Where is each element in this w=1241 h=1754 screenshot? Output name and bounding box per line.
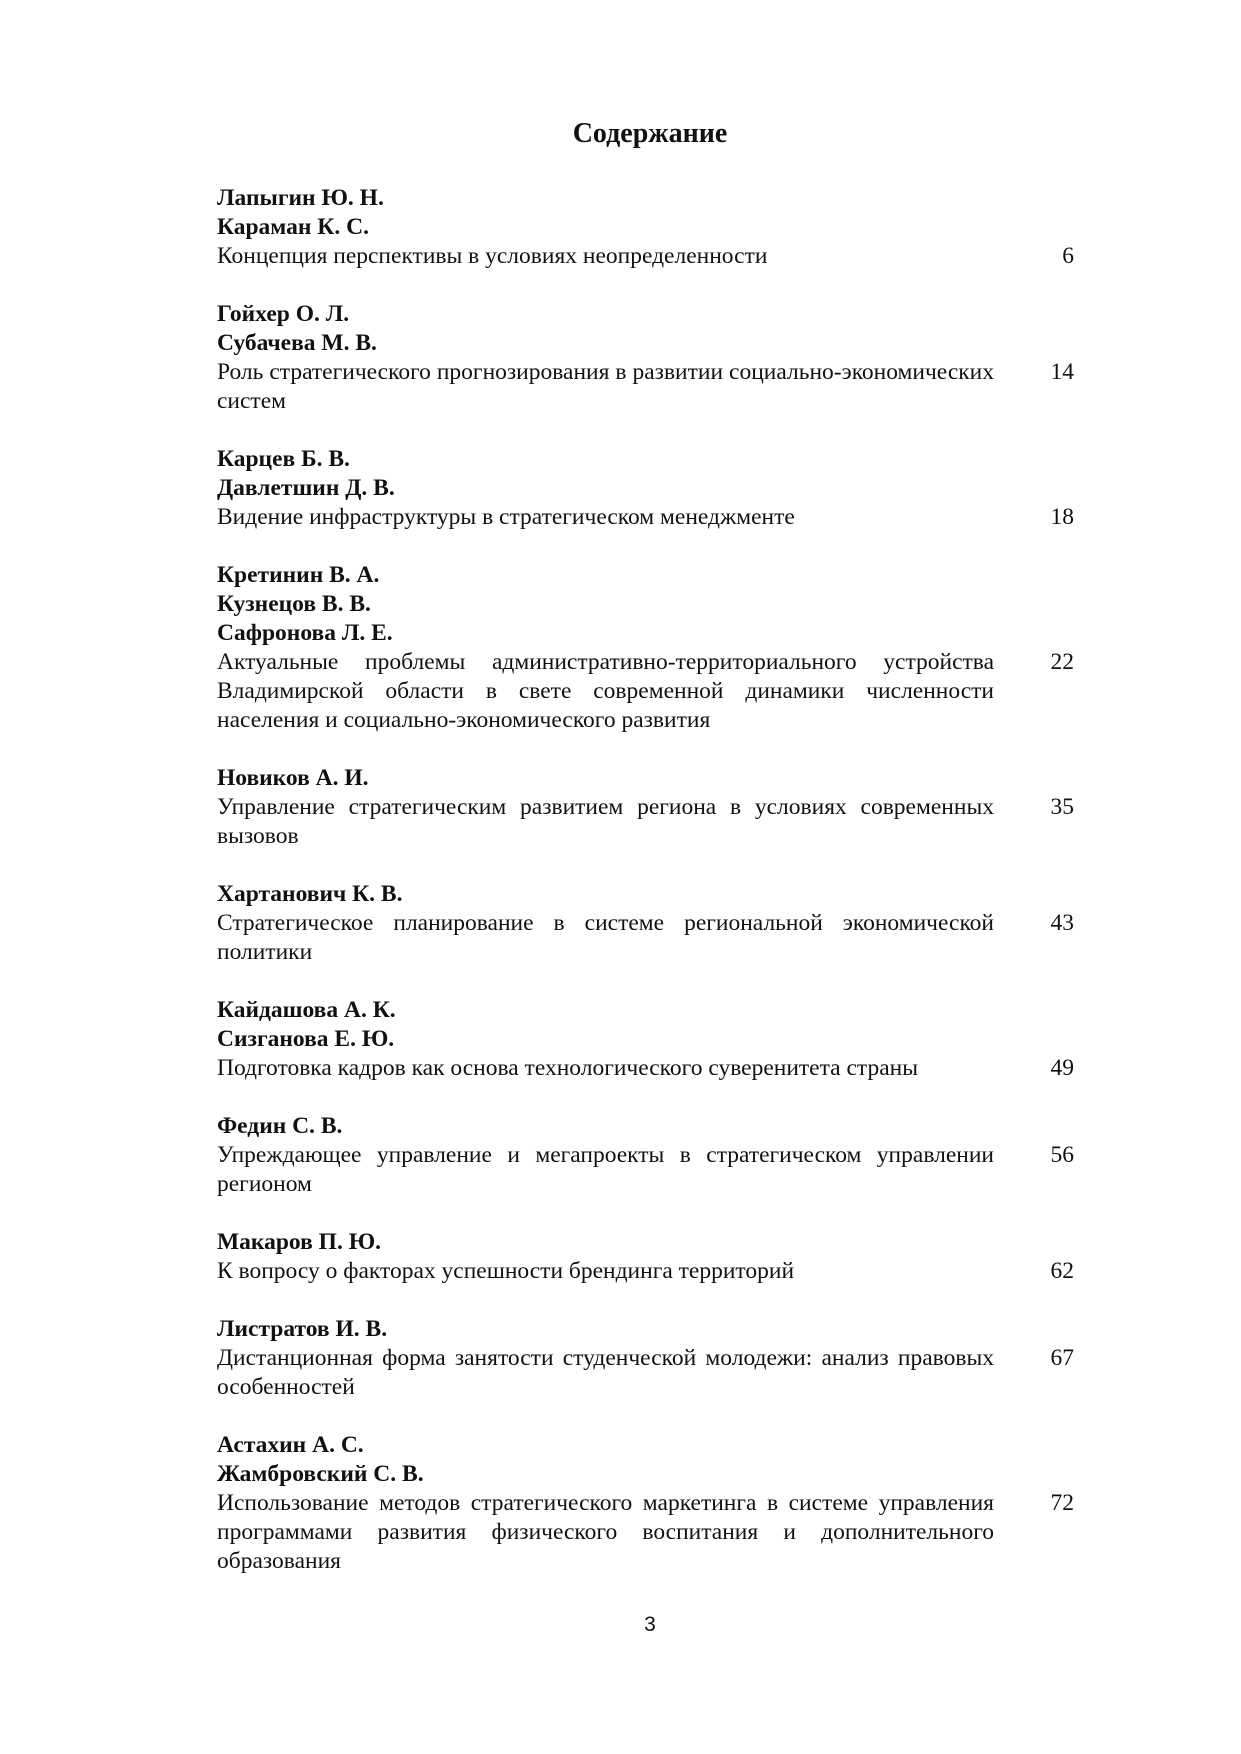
toc-entry	[217, 1228, 1074, 1286]
toc-title[interactable]: Управление стратегическим развитием региона в условиях современных вызовов	[217, 794, 994, 849]
toc-title-row	[217, 1141, 1074, 1199]
toc-entry	[217, 1112, 1074, 1199]
toc-page-number[interactable]: 14	[1050, 359, 1074, 385]
toc-title-row	[217, 1257, 1074, 1286]
toc-author: Федин С. В.	[217, 1113, 343, 1139]
toc-title[interactable]: Концепция перспективы в условиях неопределенности	[217, 243, 768, 269]
toc-author: Сизганова Е. Ю.	[217, 1026, 395, 1052]
toc-title[interactable]: Актуальные проблемы административно-территориального устройства Владимирской области в свете современной динамики численности населения и социально-экономического развития	[217, 649, 994, 733]
toc-entry	[217, 184, 1074, 271]
toc-title[interactable]: Дистанционная форма занятости студенческой молодежи: анализ правовых особенностей	[217, 1345, 994, 1400]
toc-title[interactable]: Видение инфраструктуры в стратегическом менеджменте	[217, 504, 795, 530]
toc-author: Астахин А. С.	[217, 1432, 364, 1458]
toc-title-row	[217, 648, 1074, 735]
toc-author: Гойхер О. Л.	[217, 301, 350, 327]
toc-title[interactable]: Стратегическое планирование в системе региональной экономической политики	[217, 910, 994, 965]
toc-entry	[217, 996, 1074, 1083]
toc-author: Кайдашова А. К.	[217, 997, 396, 1023]
toc-title-row	[217, 503, 1074, 532]
toc-entry	[217, 445, 1074, 532]
toc-page-number[interactable]: 35	[1050, 794, 1074, 820]
toc-title-row	[217, 358, 1074, 416]
toc-author: Субачева М. В.	[217, 330, 377, 356]
toc-page-number[interactable]: 43	[1050, 910, 1074, 936]
toc-author: Макаров П. Ю.	[217, 1229, 382, 1255]
toc-title[interactable]: Роль стратегического прогнозирования в развитии социально-экономических систем	[217, 359, 994, 414]
toc-author: Листратов И. В.	[217, 1316, 388, 1342]
toc-author: Новиков А. И.	[217, 765, 369, 791]
toc-title[interactable]: Подготовка кадров как основа технологического суверенитета страны	[217, 1055, 919, 1081]
toc-entry	[217, 561, 1074, 735]
toc-author: Давлетшин Д. В.	[217, 475, 395, 501]
toc-title[interactable]: Упреждающее управление и мегапроекты в стратегическом управлении регионом	[217, 1142, 994, 1197]
toc-title-row	[217, 793, 1074, 851]
toc-page-number[interactable]: 72	[1050, 1490, 1074, 1516]
toc-page-number[interactable]: 49	[1050, 1055, 1074, 1081]
toc-author: Сафронова Л. Е.	[217, 620, 393, 646]
toc-title-row	[217, 1489, 1074, 1576]
page-number: 3	[644, 1613, 656, 1636]
toc-title-row	[217, 909, 1074, 967]
toc-author: Кузнецов В. В.	[217, 591, 371, 617]
toc-title-row	[217, 1054, 1074, 1083]
toc-entry	[217, 880, 1074, 967]
toc-page-number[interactable]: 6	[1062, 243, 1074, 269]
toc-page-number[interactable]: 18	[1050, 504, 1074, 530]
toc-title-row	[217, 1344, 1074, 1402]
toc-title[interactable]: К вопросу о факторах успешности брендинга территорий	[217, 1258, 795, 1284]
toc-page-number[interactable]: 56	[1050, 1142, 1074, 1168]
toc-author: Лапыгин Ю. Н.	[217, 185, 384, 211]
toc-author: Караман К. С.	[217, 214, 369, 240]
table-of-contents	[217, 184, 1074, 1605]
toc-author: Жамбровский С. В.	[217, 1461, 424, 1487]
toc-page-number[interactable]: 62	[1050, 1258, 1074, 1284]
toc-page-number[interactable]: 67	[1050, 1345, 1074, 1371]
toc-entry	[217, 764, 1074, 851]
toc-entry	[217, 1431, 1074, 1576]
toc-entry	[217, 1315, 1074, 1402]
toc-author: Карцев Б. В.	[217, 446, 350, 472]
page-title: Содержание	[572, 118, 728, 149]
toc-page-number[interactable]: 22	[1050, 649, 1074, 675]
toc-author: Кретинин В. А.	[217, 562, 380, 588]
toc-title[interactable]: Использование методов стратегического маркетинга в системе управления программами развития физического воспитания и дополнительного образования	[217, 1490, 994, 1574]
toc-title-row	[217, 242, 1074, 271]
toc-author: Хартанович К. В.	[217, 881, 403, 907]
toc-entry	[217, 300, 1074, 416]
